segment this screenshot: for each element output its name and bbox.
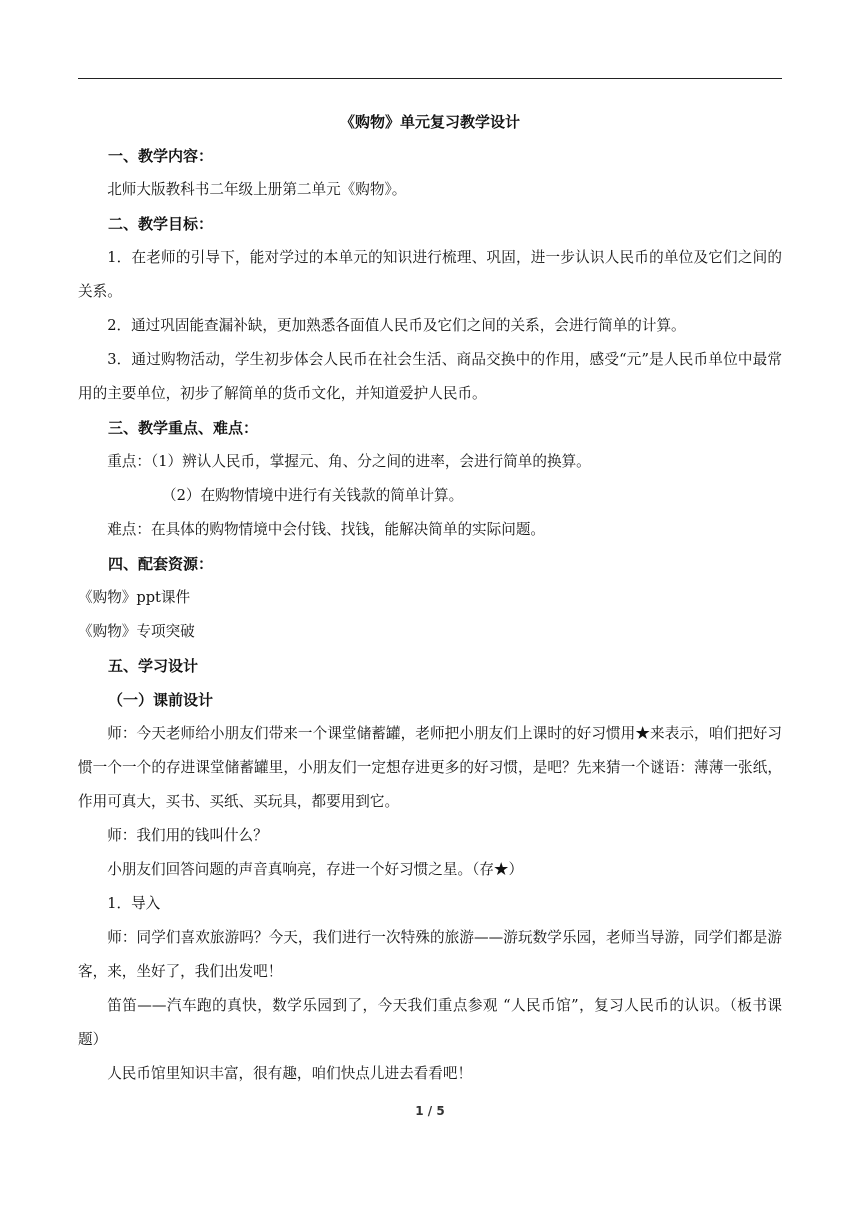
document-title: 《购物》单元复习教学设计 [339, 113, 520, 131]
paragraph-enter: 人民币馆里知识丰富，很有趣，咱们快点儿进去看看吧！ [107, 1065, 473, 1082]
heading-learning-design: 五、学习设计 [108, 657, 199, 675]
paragraph-museum: 笛笛——汽车跑的真快，数学乐园到了，今天我们重点参观 “人民币馆”，复习人民币的认识。（板书课题） [78, 997, 782, 1048]
resource-practice: 《购物》专项突破 [78, 623, 195, 640]
heading-resources: 四、配套资源： [108, 555, 214, 573]
resource-ppt: 《购物》ppt课件 [78, 589, 191, 606]
heading-teaching-goals: 二、教学目标： [108, 215, 214, 233]
difficulty-text: 难点：在具体的购物情境中会付钱、找钱，能解决简单的实际问题。 [107, 521, 546, 538]
page-number: 1 / 5 [415, 1104, 445, 1118]
key-point-1: 重点：（1）辨认人民币，掌握元、角、分之间的进率，会进行简单的换算。 [107, 453, 591, 470]
key-point-2: （2）在购物情境中进行有关钱款的简单计算。 [162, 487, 464, 504]
paragraph-star: 小朋友们回答问题的声音真响亮，存进一个好习惯之星。（存★） [107, 861, 524, 878]
heading-intro: 1．导入 [107, 895, 161, 912]
goal-2: 2．通过巩固能查漏补缺，更加熟悉各面值人民币及它们之间的关系，会进行简单的计算。 [107, 317, 686, 334]
heading-pre-class: （一）课前设计 [108, 691, 214, 709]
paragraph-trip: 师：同学们喜欢旅游吗？今天，我们进行一次特殊的旅游——游玩数学乐园，老师当导游，同学们都是游客，来，坐好了，我们出发吧！ [78, 929, 782, 980]
goal-3: 3．通过购物活动，学生初步体会人民币在社会生活、商品交换中的作用，感受“元”是人民币单位中最常用的主要单位，初步了解简单的货币文化，并知道爱护人民币。 [78, 351, 782, 402]
heading-key-points: 三、教学重点、难点： [108, 419, 259, 437]
heading-teaching-content: 一、教学内容： [108, 147, 214, 165]
header-rule [78, 78, 782, 79]
goal-1: 1．在老师的引导下，能对学过的本单元的知识进行梳理、巩固，进一步认识人民币的单位及它们之间的关系。 [78, 249, 782, 300]
paragraph-piggy-bank: 师：今天老师给小朋友们带来一个课堂储蓄罐，老师把小朋友们上课时的好习惯用★来表示，咱们把好习惯一个一个的存进课堂储蓄罐里，小朋友们一定想存进更多的好习惯，是吧？先来猜一个谜语：薄薄一张纸，作用可真大，买书、买纸、买玩具，都要用到它。 [78, 725, 782, 810]
document-body [78, 106, 782, 1091]
teaching-content-text: 北师大版教科书二年级上册第二单元《购物》。 [107, 181, 407, 198]
paragraph-question: 师：我们用的钱叫什么？ [107, 827, 268, 844]
